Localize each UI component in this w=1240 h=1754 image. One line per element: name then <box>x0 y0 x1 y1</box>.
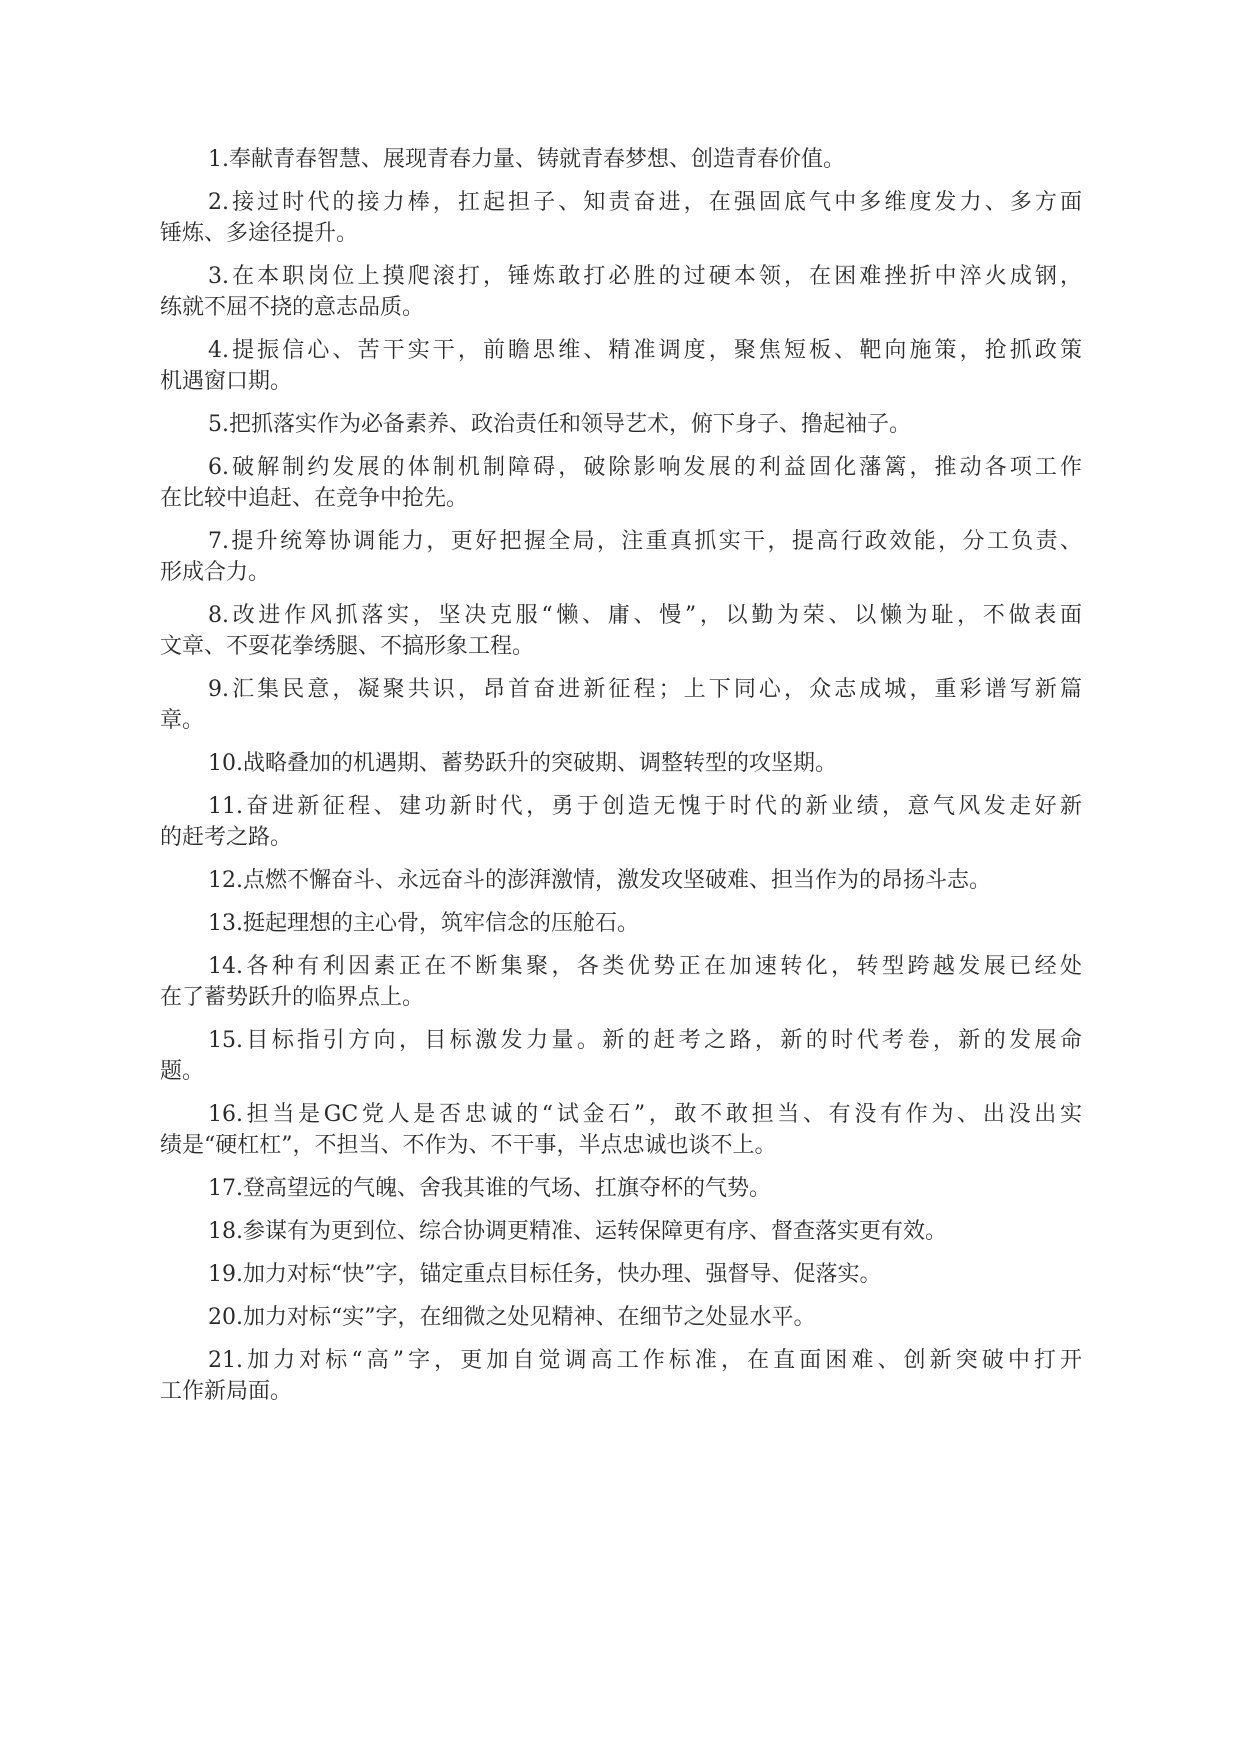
paragraph-line: 题。 <box>160 1059 205 1084</box>
paragraph-line: 16.担当是GC党人是否忠诚的“试金石”，敢不敢担当、有没有作为、出没出实 <box>208 1102 1082 1127</box>
paragraph-line: 21.加力对标“高”字，更加自觉调高工作标准，在直面困难、创新突破中打开 <box>208 1348 1082 1373</box>
list-item <box>160 865 1082 896</box>
paragraph-line: 8.改进作风抓落实，坚决克服“懒、庸、慢”，以勤为荣、以懒为耻，不做表面 <box>208 603 1082 628</box>
list-item <box>160 1345 1082 1407</box>
paragraph-line: 14.各种有利因素正在不断集聚，各类优势正在加速转化，转型跨越发展已经处 <box>208 954 1082 979</box>
paragraph-line: 20.加力对标“实”字，在细微之处见精神、在细节之处显水平。 <box>208 1305 816 1330</box>
paragraph-line: 4.提振信心、苦干实干，前瞻思维、精准调度，聚焦短板、靶向施策，抢抓政策 <box>208 338 1082 363</box>
list-item <box>160 452 1082 514</box>
paragraph-line: 13.挺起理想的主心骨，筑牢信念的压舱石。 <box>208 911 639 936</box>
document-body <box>160 144 1082 1419</box>
list-item <box>160 1259 1082 1290</box>
paragraph-line: 工作新局面。 <box>160 1379 293 1404</box>
list-item <box>160 409 1082 440</box>
paragraph-line: 机遇窗口期。 <box>160 369 293 394</box>
paragraph-line: 10.战略叠加的机遇期、蓄势跃升的突破期、调整转型的攻坚期。 <box>208 751 837 776</box>
paragraph-line: 2.接过时代的接力棒，扛起担子、知责奋进，在强固底气中多维度发力、多方面 <box>208 190 1082 215</box>
paragraph-line: 18.参谋有为更到位、综合协调更精准、运转保障更有序、督查落实更有效。 <box>208 1219 947 1244</box>
paragraph-line: 7.提升统筹协调能力，更好把握全局，注重真抓实干，提高行政效能，分工负责、 <box>208 529 1082 554</box>
list-item <box>160 1173 1082 1204</box>
list-item <box>160 1099 1082 1161</box>
paragraph-line: 文章、不耍花拳绣腿、不搞形象工程。 <box>160 634 535 659</box>
list-item <box>160 144 1082 175</box>
list-item <box>160 674 1082 736</box>
paragraph-line: 9.汇集民意，凝聚共识，昂首奋进新征程；上下同心，众志成城，重彩谱写新篇 <box>208 677 1082 702</box>
list-item <box>160 1302 1082 1333</box>
paragraph-line: 绩是“硬杠杠”，不担当、不作为、不干事，半点忠诚也谈不上。 <box>160 1133 777 1158</box>
list-item <box>160 261 1082 323</box>
paragraph-line: 锤炼、多途径提升。 <box>160 221 359 246</box>
paragraph-line: 在了蓄势跃升的临界点上。 <box>160 985 425 1010</box>
list-item <box>160 1025 1082 1087</box>
list-item <box>160 908 1082 939</box>
paragraph-line: 11.奋进新征程、建功新时代，勇于创造无愧于时代的新业绩，意气风发走好新 <box>208 794 1082 819</box>
list-item <box>160 1216 1082 1247</box>
paragraph-line: 12.点燃不懈奋斗、永远奋斗的澎湃激情，激发攻坚破难、担当作为的昂扬斗志。 <box>208 868 991 893</box>
paragraph-line: 6.破解制约发展的体制机制障碍，破除影响发展的利益固化藩篱，推动各项工作 <box>208 455 1082 480</box>
paragraph-line: 1.奉献青春智慧、展现青春力量、铸就青春梦想、创造青春价值。 <box>208 147 845 172</box>
paragraph-line: 练就不屈不挠的意志品质。 <box>160 295 425 320</box>
paragraph-line: 15.目标指引方向，目标激发力量。新的赶考之路，新的时代考卷，新的发展命 <box>208 1028 1082 1053</box>
list-item <box>160 335 1082 397</box>
paragraph-line: 在比较中追赶、在竞争中抢先。 <box>160 486 469 511</box>
paragraph-line: 的赶考之路。 <box>160 825 293 850</box>
list-item <box>160 600 1082 662</box>
list-item <box>160 526 1082 588</box>
paragraph-line: 17.登高望远的气魄、舍我其谁的气场、扛旗夺杯的气势。 <box>208 1176 771 1201</box>
list-item <box>160 951 1082 1013</box>
list-item <box>160 187 1082 249</box>
paragraph-line: 形成合力。 <box>160 560 271 585</box>
paragraph-line: 章。 <box>160 708 205 733</box>
list-item <box>160 748 1082 779</box>
list-item <box>160 791 1082 853</box>
paragraph-line: 3.在本职岗位上摸爬滚打，锤炼敢打必胜的过硬本领，在困难挫折中淬火成钢， <box>208 264 1082 289</box>
paragraph-line: 19.加力对标“快”字，锚定重点目标任务，快办理、强督导、促落实。 <box>208 1262 882 1287</box>
paragraph-line: 5.把抓落实作为必备素养、政治责任和领导艺术，俯下身子、撸起袖子。 <box>208 412 911 437</box>
